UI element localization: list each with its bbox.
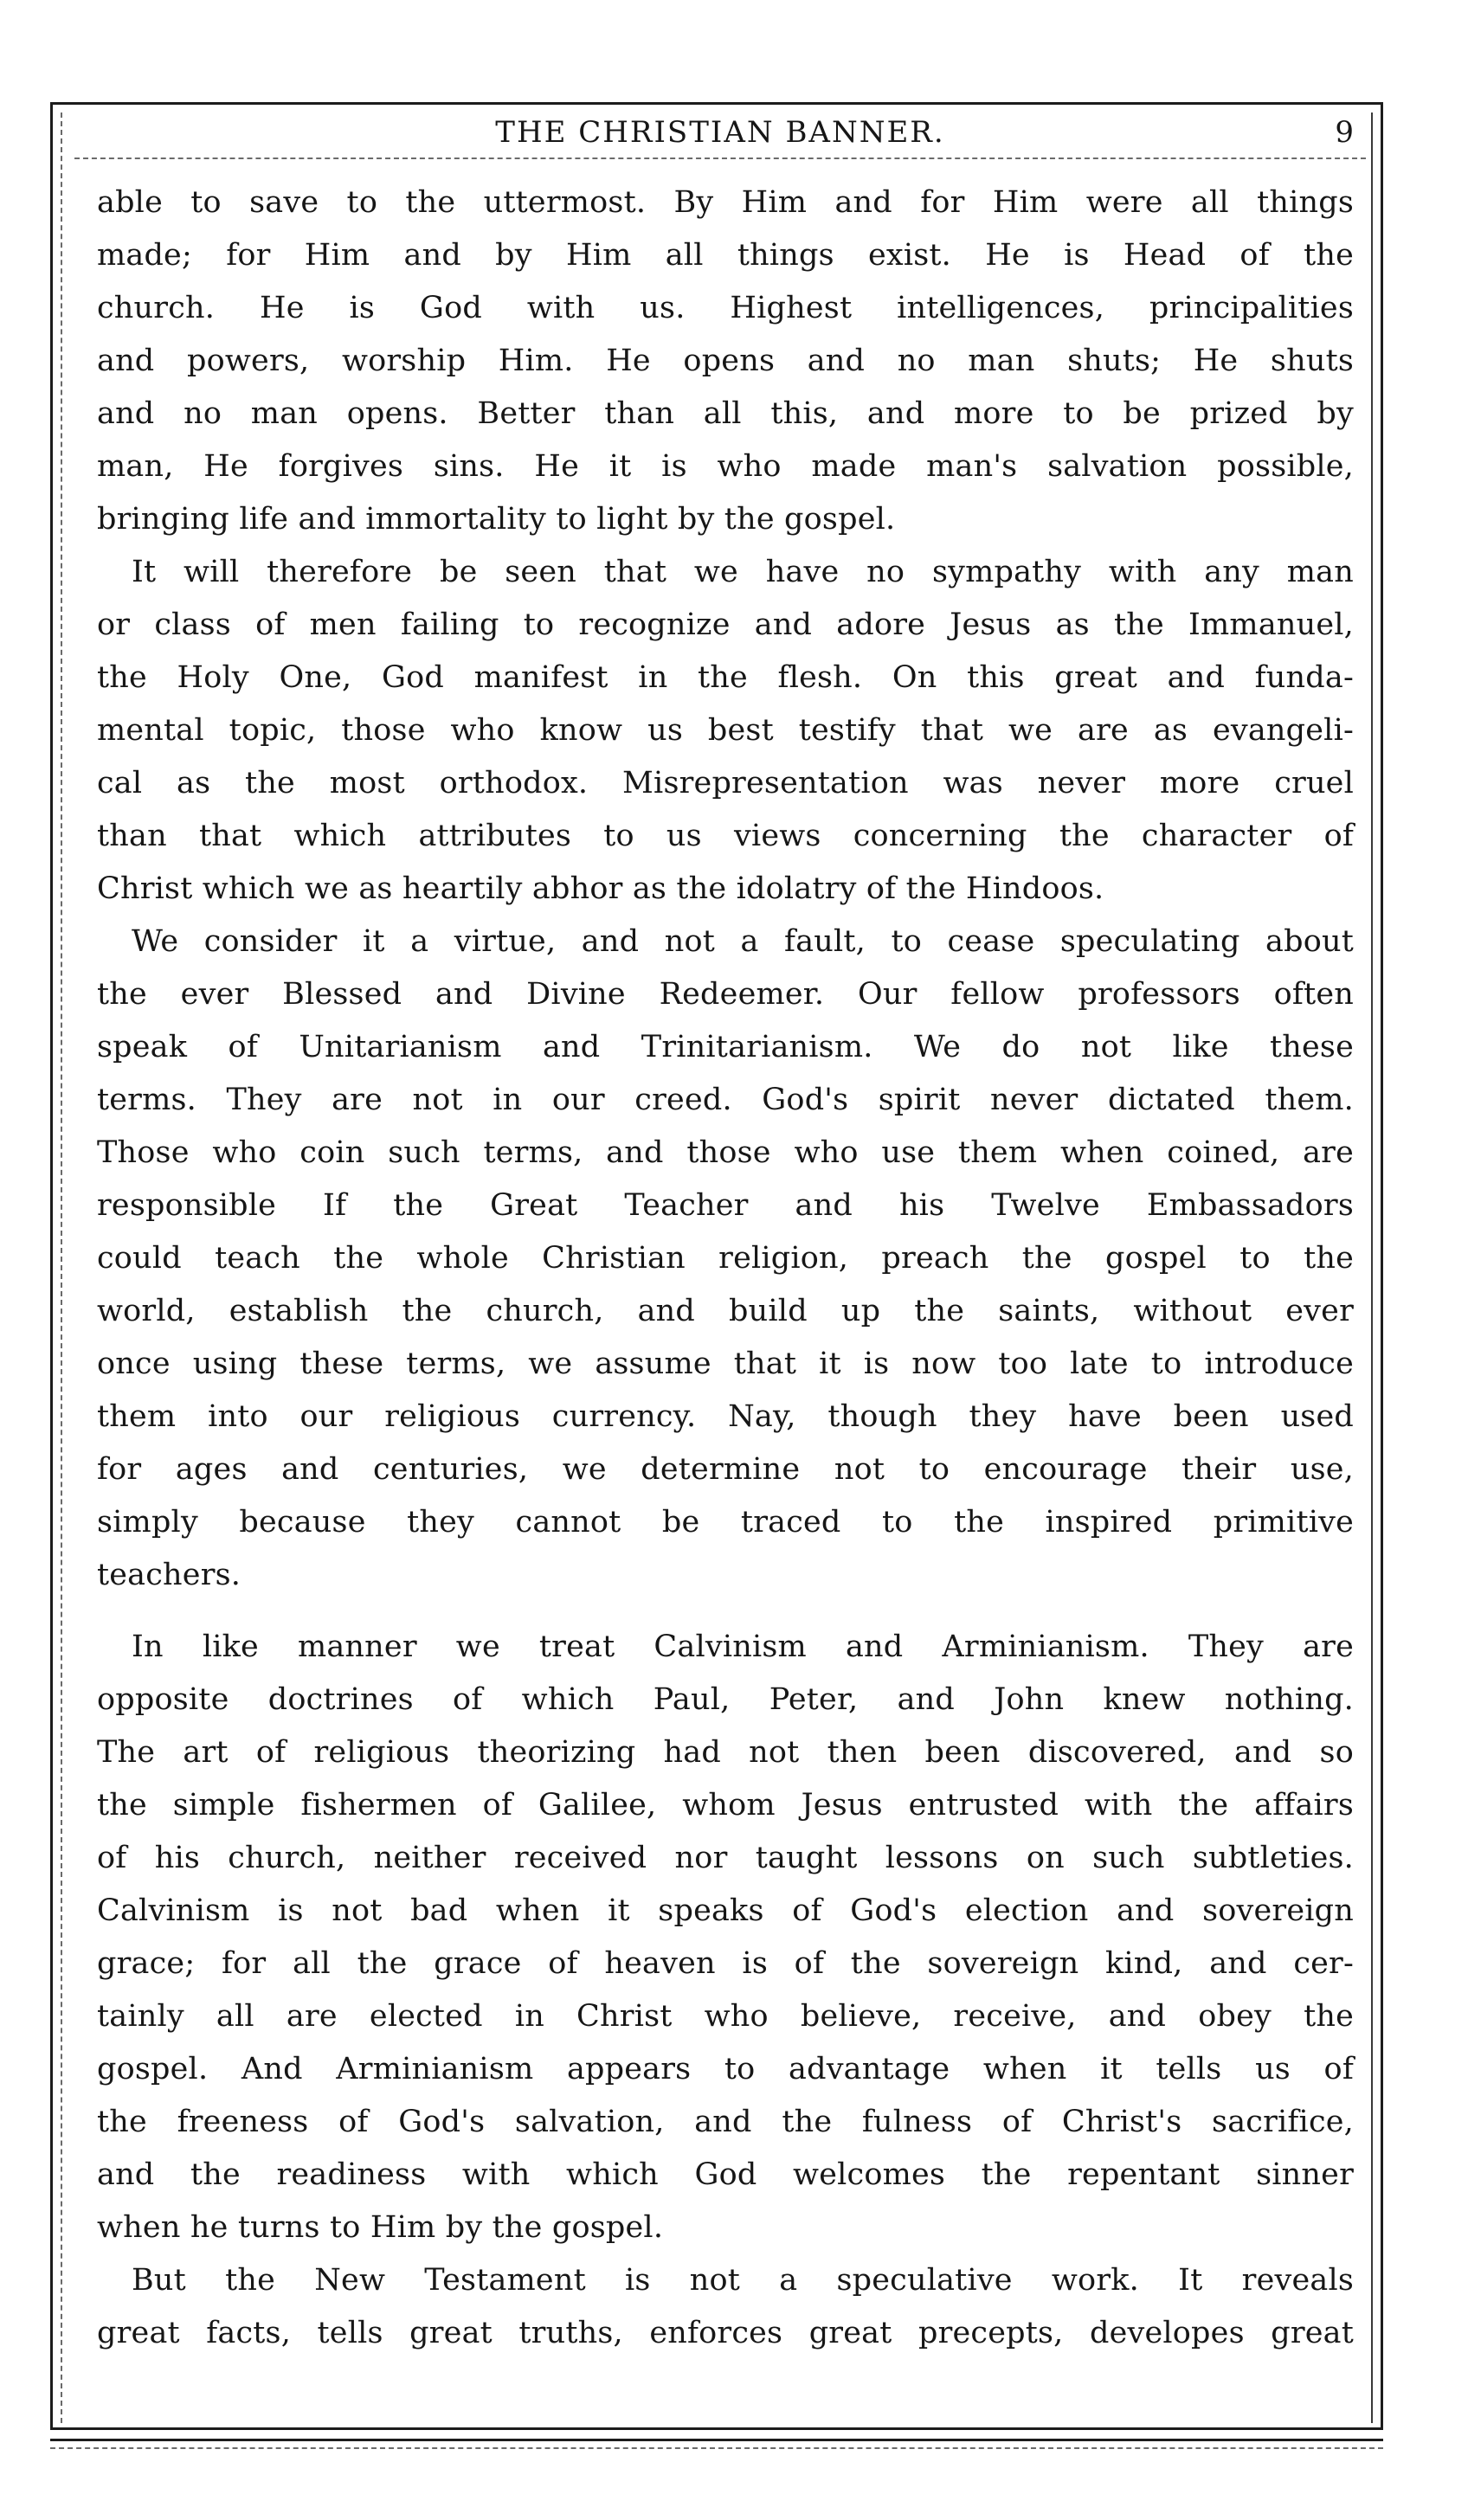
- text-line: man, He forgives sins. He it is who made man's salvation possible,: [97, 449, 1354, 484]
- text-line: great facts, tells great truths, enforces great precepts, developes great: [97, 2316, 1354, 2350]
- text-line: opposite doctrines of which Paul, Peter, and John knew nothing.: [97, 1682, 1354, 1717]
- header-rule: [74, 158, 1366, 159]
- text-line: them into our religious currency. Nay, though they have been used: [97, 1399, 1354, 1434]
- paragraph: [97, 916, 1354, 1602]
- text-line: for ages and centuries, we determine not to encourage their use,: [97, 1452, 1354, 1487]
- text-line: of his church, neither received nor taught lessons on such subtleties.: [97, 1841, 1354, 1875]
- page-number: 9: [1335, 115, 1354, 150]
- text-line: church. He is God with us. Highest intelligences, principalities: [97, 291, 1354, 325]
- text-line: than that which attributes to us views concerning the character of: [97, 819, 1354, 853]
- paragraph: [97, 177, 1354, 546]
- text-line: the Holy One, God manifest in the flesh. On this great and funda-: [97, 660, 1354, 695]
- text-line: the simple fishermen of Galilee, whom Jesus entrusted with the affairs: [97, 1788, 1354, 1822]
- text-line: and powers, worship Him. He opens and no man shuts; He shuts: [97, 344, 1354, 378]
- text-line: gospel. And Arminianism appears to advantage when it tells us of: [97, 2052, 1354, 2086]
- text-line: responsible If the Great Teacher and his Twelve Embassadors: [97, 1188, 1354, 1223]
- running-title: THE CHRISTIAN BANNER.: [495, 115, 945, 150]
- paragraph: [97, 2254, 1354, 2360]
- text-line: Christ which we as heartily abhor as the idolatry of the Hindoos.: [97, 871, 1104, 906]
- text-line: cal as the most orthodox. Misrepresentation was never more cruel: [97, 766, 1354, 800]
- text-line: once using these terms, we assume that it is now too late to introduce: [97, 1347, 1354, 1381]
- text-line: when he turns to Him by the gospel.: [97, 2210, 664, 2245]
- text-line: able to save to the uttermost. By Him and for Him were all things: [97, 185, 1354, 220]
- text-line: tainly all are elected in Christ who believe, receive, and obey the: [97, 1999, 1354, 2034]
- text-line: In like manner we treat Calvinism and Arminianism. They are: [132, 1630, 1354, 1664]
- text-line: The art of religious theorizing had not then been discovered, and so: [97, 1735, 1354, 1770]
- bottom-dashed-rule: [50, 2447, 1383, 2449]
- text-line: terms. They are not in our creed. God's spirit never dictated them.: [97, 1083, 1354, 1117]
- text-line: or class of men failing to recognize and adore Jesus as the Immanuel,: [97, 608, 1354, 642]
- text-line: bringing life and immortality to light by the gospel.: [97, 502, 896, 537]
- text-line: and the readiness with which God welcomes the repentant sinner: [97, 2157, 1354, 2192]
- text-line: It will therefore be seen that we have no sympathy with any man: [132, 555, 1354, 589]
- text-line: Calvinism is not bad when it speaks of God's election and sovereign: [97, 1893, 1354, 1928]
- right-inner-rule: [1371, 112, 1373, 2423]
- bottom-rule: [50, 2439, 1383, 2441]
- page-header: [78, 102, 1362, 163]
- paragraph: [97, 546, 1354, 916]
- text-line: could teach the whole Christian religion, preach the gospel to the: [97, 1241, 1354, 1276]
- text-line: grace; for all the grace of heaven is of the sovereign kind, and cer-: [97, 1946, 1354, 1981]
- text-line: world, establish the church, and build up the saints, without ever: [97, 1294, 1354, 1328]
- article-body: [97, 177, 1354, 2418]
- left-inner-rule: [61, 112, 62, 2423]
- paragraph: [97, 1621, 1354, 2254]
- text-line: teachers.: [97, 1558, 241, 1592]
- text-line: made; for Him and by Him all things exist. He is Head of the: [97, 238, 1354, 273]
- text-line: But the New Testament is not a speculative work. It reveals: [132, 2263, 1354, 2298]
- text-line: simply because they cannot be traced to the inspired primitive: [97, 1505, 1354, 1540]
- text-line: speak of Unitarianism and Trinitarianism. We do not like these: [97, 1030, 1354, 1064]
- text-line: and no man opens. Better than all this, and more to be prized by: [97, 396, 1354, 431]
- text-line: the ever Blessed and Divine Redeemer. Our fellow professors often: [97, 977, 1354, 1012]
- text-line: the freeness of God's salvation, and the fulness of Christ's sacrifice,: [97, 2105, 1354, 2139]
- text-line: mental topic, those who know us best testify that we are as evangeli-: [97, 713, 1354, 748]
- text-line: We consider it a virtue, and not a fault, to cease speculating about: [132, 924, 1354, 959]
- text-line: Those who coin such terms, and those who use them when coined, are: [97, 1135, 1354, 1170]
